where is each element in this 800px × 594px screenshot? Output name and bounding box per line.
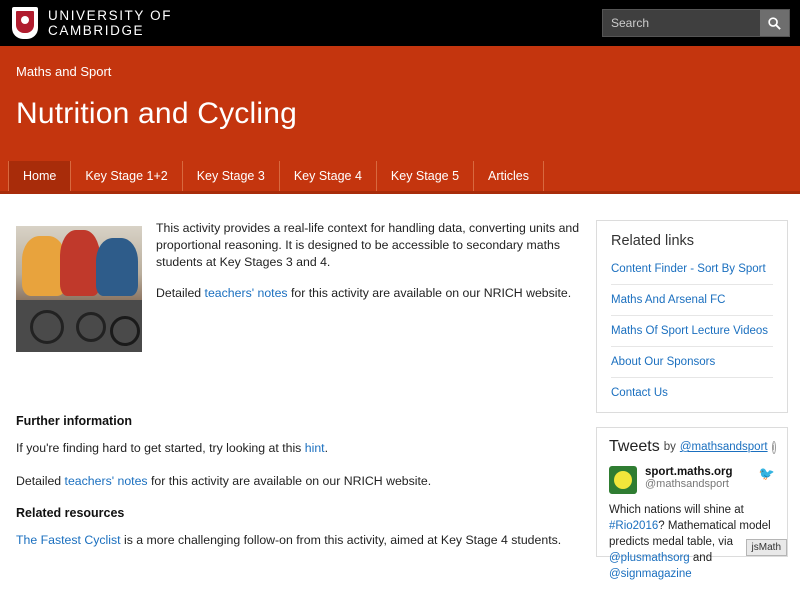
twitter-widget-header [609,438,775,456]
tweets-heading: Tweets [609,438,660,455]
hint-link[interactable]: hint [304,441,325,455]
cambridge-crest-icon [12,7,38,39]
notes2-prefix: Detailed [16,474,65,488]
notes-prefix: Detailed [156,286,205,300]
tweets-account-link[interactable]: @mathsandsport [679,441,768,453]
tweet-mention-plusmathsorg[interactable]: @plusmathsorg [609,552,690,564]
image-wheel-3 [110,316,140,346]
teachers-notes-paragraph [156,285,580,302]
notes2-suffix: for this activity are available on our NRICH website. [147,474,432,488]
related-links-list [611,261,773,408]
cyclists-image [16,226,142,352]
tweet-hashtag-rio2016[interactable]: #Rio2016 [609,520,659,532]
related-links-card [596,220,788,413]
brand-text [48,8,172,38]
teachers-notes-link-2[interactable]: teachers' notes [64,474,148,488]
tweet-text-part-2: ? Mathematical model predicts medal table, via [609,520,771,548]
tweet-text-part-1: Which nations will shine at [609,504,744,516]
list-item[interactable] [611,315,773,346]
tweet-author-name: sport.maths.org [645,466,733,478]
sidebar-link-maths-and-arsenal[interactable]: Maths And Arsenal FC [611,294,726,306]
related-links-title: Related links [611,233,695,249]
list-item[interactable] [611,261,773,284]
nav-item-home[interactable]: Home [8,161,71,191]
search-icon [767,16,782,31]
notes-suffix: for this activity are available on our NRICH website. [287,286,572,300]
tweet-mention-signmagazine[interactable]: @signmagazine [609,568,692,580]
list-item[interactable] [611,377,773,408]
nav-item-key-stage-3[interactable]: Key Stage 3 [183,161,280,191]
avatar [609,466,637,494]
intro-text [156,220,580,352]
info-icon[interactable]: i [772,441,775,452]
page-title: Nutrition and Cycling [16,97,297,130]
image-rider-3 [96,238,138,296]
nav-item-key-stage-1-2[interactable]: Key Stage 1+2 [71,161,182,191]
intro-block [16,220,580,352]
nav-item-key-stage-4[interactable]: Key Stage 4 [280,161,377,191]
sidebar-link-sponsors[interactable]: About Our Sponsors [611,356,716,368]
list-item[interactable] [611,284,773,315]
teachers-notes-link[interactable]: teachers' notes [204,286,288,300]
search-area [602,9,790,37]
related-resources-paragraph [16,532,580,549]
university-brand[interactable] [12,7,172,39]
further-information-section [16,414,580,549]
sidebar-link-lecture-videos[interactable]: Maths Of Sport Lecture Videos [611,325,769,337]
jsmath-badge[interactable]: jsMath [746,539,787,556]
twitter-widget [596,427,788,580]
twitter-bird-icon: 🐦 [758,466,775,481]
page-body [0,194,800,580]
tweet-body [645,466,775,494]
further-information-heading: Further information [16,414,132,428]
list-item[interactable] [611,346,773,377]
tweets-by-label: by [663,441,676,453]
tweet-text-part-3: and [689,552,713,564]
teachers-notes-paragraph-2 [16,473,580,490]
brand-line-2: CAMBRIDGE [48,23,145,38]
nav-item-articles[interactable]: Articles [474,161,544,191]
sidebar-link-content-finder[interactable]: Content Finder - Sort By Sport [611,263,766,275]
related-resources-heading: Related resources [16,506,125,520]
hint-paragraph [16,440,580,457]
image-rider-2 [60,230,100,296]
hint-prefix: If you're finding hard to get started, try looking at this [16,441,305,455]
image-wheel-1 [30,310,64,344]
page-hero [0,46,800,161]
search-button[interactable] [760,9,790,37]
sidebar-link-contact-us[interactable]: Contact Us [611,387,668,399]
primary-nav [0,161,800,194]
related-text: is a more challenging follow-on from this activity, aimed at Key Stage 4 students. [120,533,562,547]
tweet-author-handle: @mathsandsport [645,478,729,490]
hint-suffix: . [324,441,328,455]
top-bar [0,0,800,46]
sidebar [596,194,800,580]
brand-line-1: UNIVERSITY OF [48,8,173,23]
image-wheel-2 [76,312,106,342]
tweet-item[interactable] [609,466,775,494]
search-input[interactable] [602,9,760,37]
fastest-cyclist-link[interactable]: The Fastest Cyclist [16,533,121,547]
main-content [0,194,596,565]
site-kicker: Maths and Sport [16,64,112,79]
intro-paragraph: This activity provides a real-life context for handling data, converting units and proportional reasoning. It is designed to be accessible to secondary maths students at Key Stages 3 and 4. [156,221,580,269]
nav-item-key-stage-5[interactable]: Key Stage 5 [377,161,474,191]
